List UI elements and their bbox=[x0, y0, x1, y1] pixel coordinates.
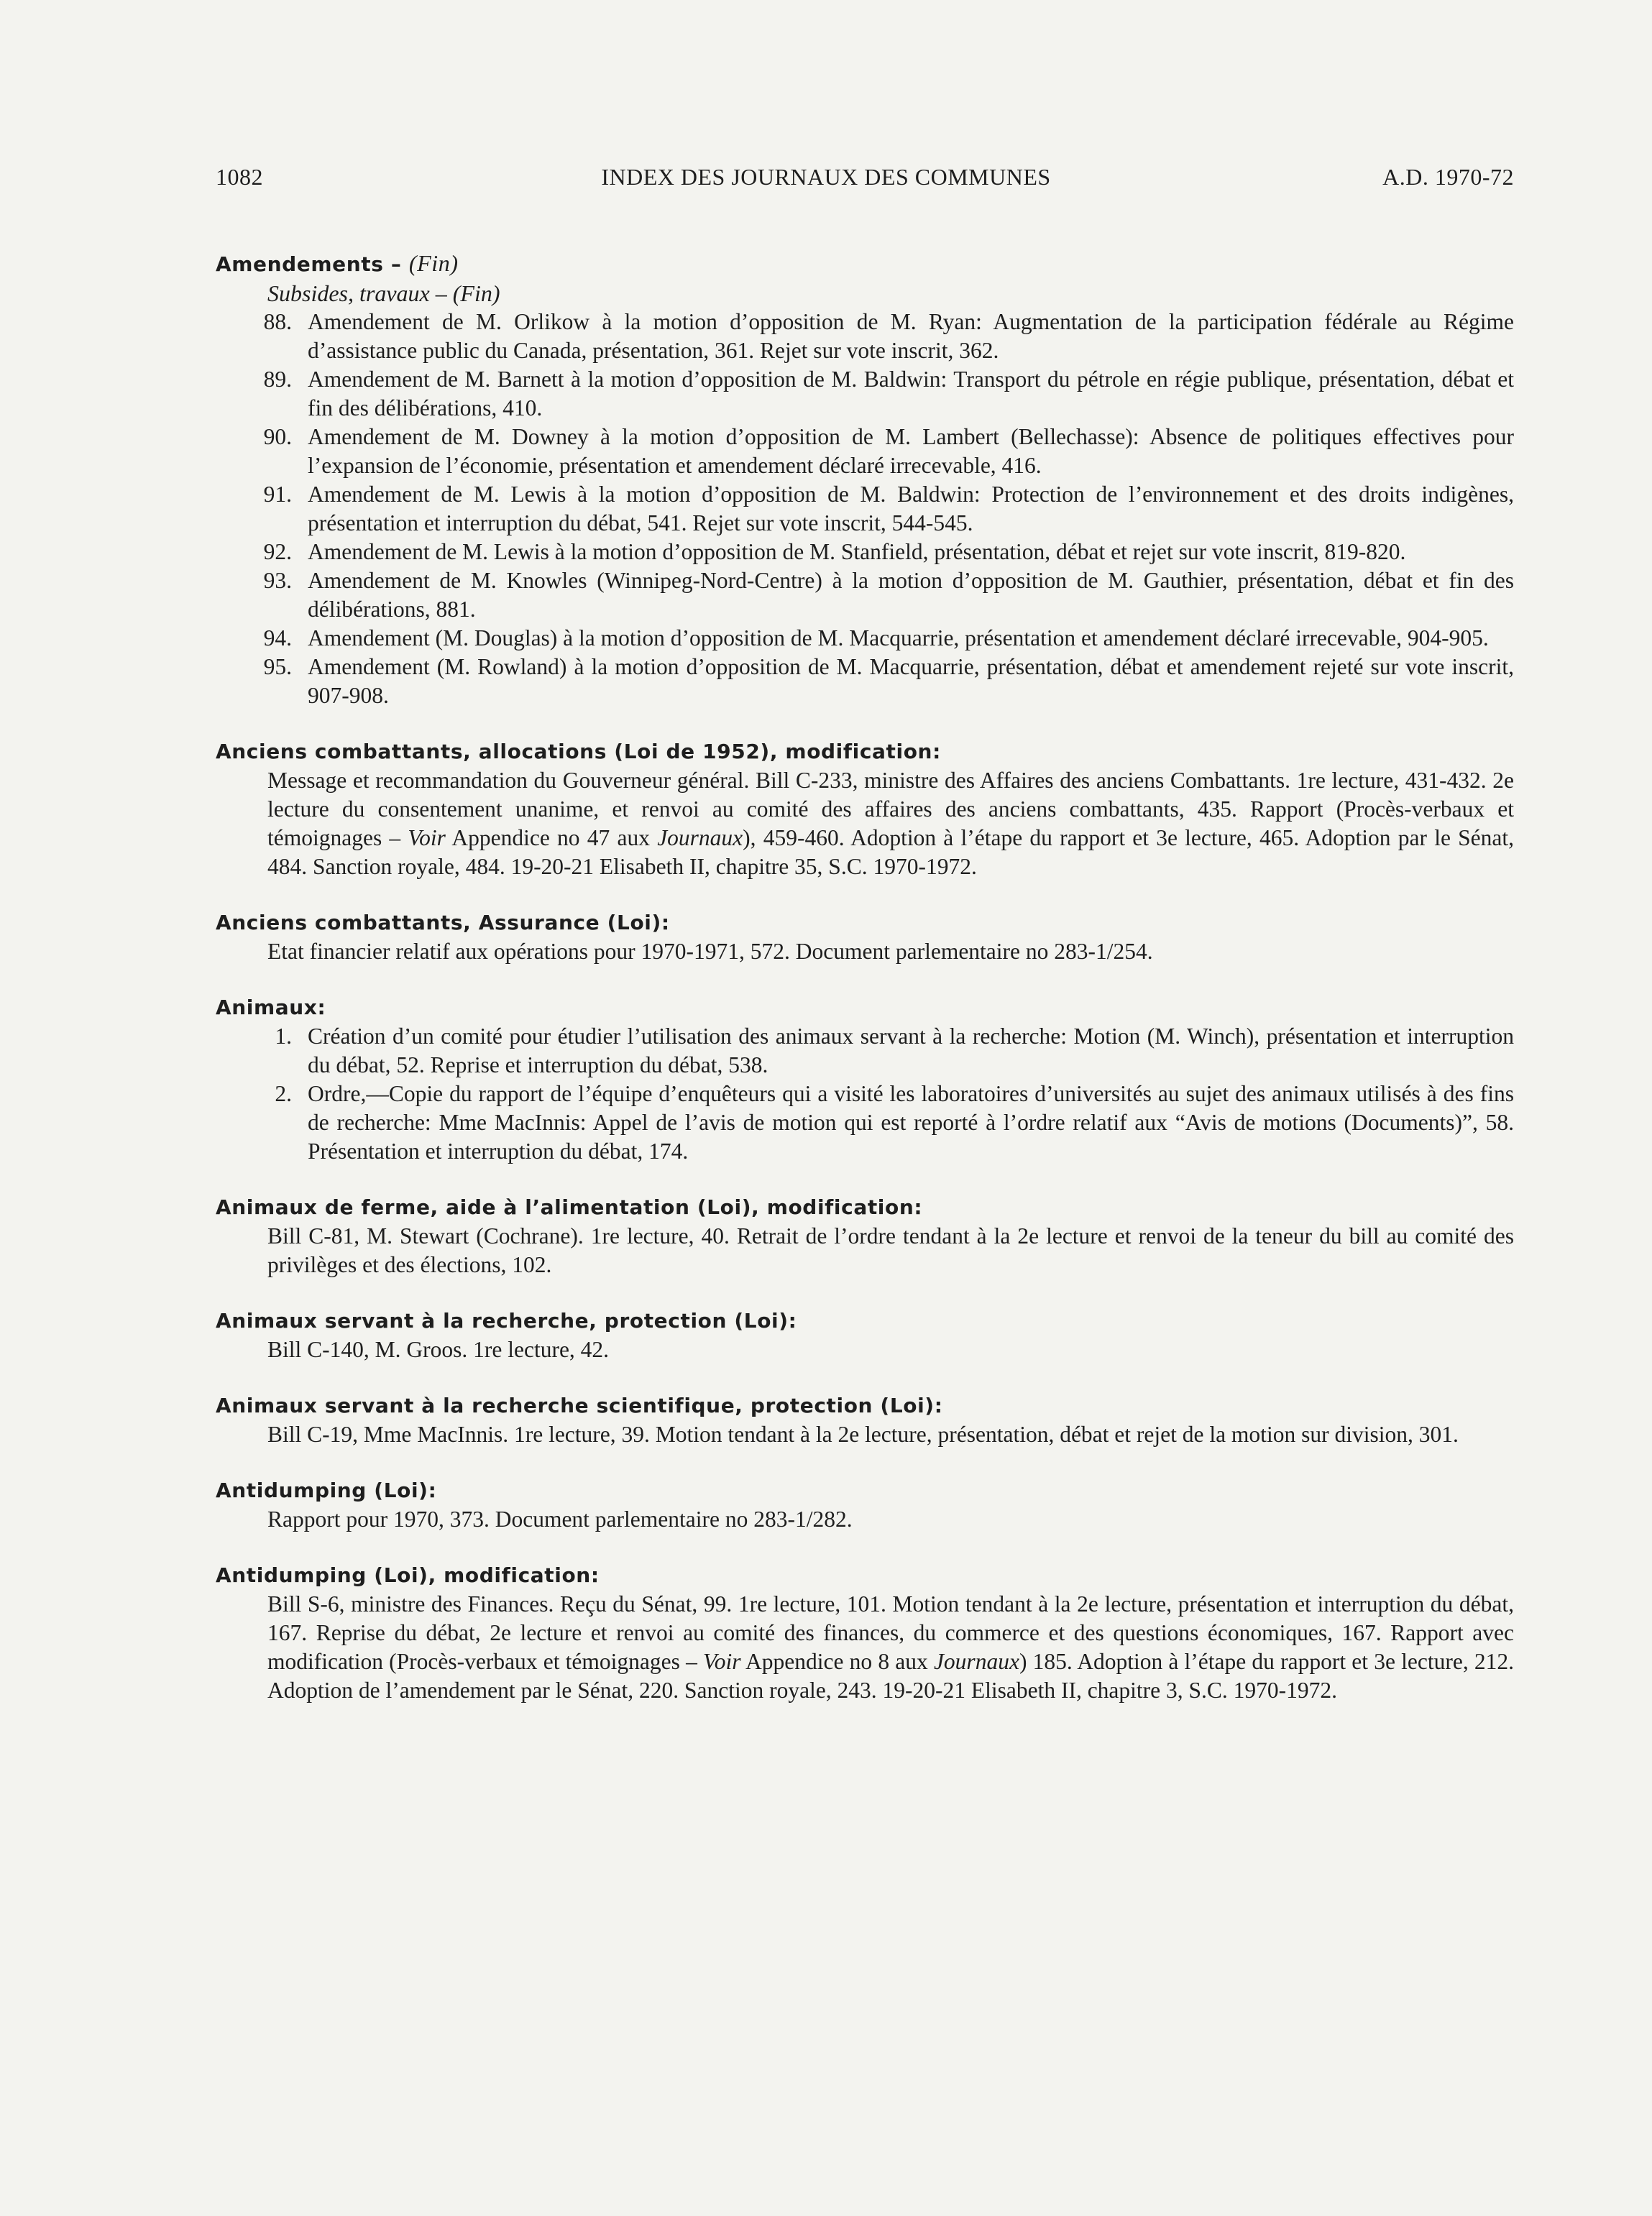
index-content bbox=[216, 249, 1514, 1732]
entry-heading: Antidumping (Loi): bbox=[216, 1479, 437, 1502]
item-text: Amendement de M. Knowles (Winnipeg-Nord-Centre) à la motion d’opposition de M. Gauthier, présentation, débat et fin des délibérations, 881. bbox=[308, 568, 1514, 622]
item-text: Amendement (M. Douglas) à la motion d’opposition de M. Macquarrie, présentation et amendement déclaré irrecevable, 904-905. bbox=[308, 625, 1489, 650]
item-number: 1. bbox=[275, 1024, 292, 1049]
list-item bbox=[216, 308, 1514, 365]
list-item bbox=[216, 423, 1514, 480]
list-item bbox=[216, 538, 1514, 566]
entry-text: Bill C-140, M. Groos. 1re lecture, 42. bbox=[267, 1337, 610, 1362]
item-text: Amendement (M. Rowland) à la motion d’opposition de M. Macquarrie, présentation, débat et amendement rejeté sur vote inscrit, 907-908. bbox=[308, 654, 1514, 708]
list-item bbox=[216, 1022, 1514, 1080]
entry-heading: Anciens combattants, allocations (Loi de 1952), modification: bbox=[216, 740, 941, 763]
item-number: 91. bbox=[263, 482, 292, 507]
entry-animaux-recherche bbox=[216, 1307, 1514, 1364]
item-number: 95. bbox=[263, 654, 292, 679]
entry-heading: Anciens combattants, Assurance (Loi): bbox=[216, 911, 670, 934]
item-number: 93. bbox=[263, 568, 292, 593]
entry-anciens-combattants-assurance bbox=[216, 909, 1514, 966]
period-label: A.D. 1970-72 bbox=[1382, 164, 1514, 190]
entry-animaux-recherche-scientifique bbox=[216, 1392, 1514, 1449]
item-number: 92. bbox=[263, 539, 292, 564]
entry-heading: Amendements – bbox=[216, 252, 402, 276]
continued-label: (Fin) bbox=[408, 250, 459, 276]
page-number: 1082 bbox=[216, 164, 263, 190]
item-number: 94. bbox=[263, 625, 292, 650]
entry-heading: Animaux: bbox=[216, 996, 326, 1019]
sub-heading: Subsides, travaux – (Fin) bbox=[267, 280, 500, 306]
entry-text: Rapport pour 1970, 373. Document parlementaire no 283-1/282. bbox=[267, 1507, 853, 1532]
item-text: Amendement de M. Orlikow à la motion d’opposition de M. Ryan: Augmentation de la participation fédérale au Régime d’assistance public du Canada, présentation, 361. Rejet sur vote inscrit, 362. bbox=[308, 309, 1514, 363]
list-item bbox=[216, 653, 1514, 710]
entry-heading: Animaux servant à la recherche, protection (Loi): bbox=[216, 1309, 797, 1333]
entry-antidumping bbox=[216, 1476, 1514, 1534]
entry-text: Bill S-6, ministre des Finances. Reçu du Sénat, 99. 1re lecture, 101. Motion tendant à la 2e lecture, présentation et interruption du débat, 167. Reprise du débat, 2e lecture et renvoi au comité des finances, du commerce et des questions économiques, 167. Rapport avec modification (Procès-verbaux et témoignages – Voir Appendice no 8 aux Journaux) 185. Adoption à l’étape du rapport et 3e lecture, 212. Adoption de l’amendement par le Sénat, 220. Sanction royale, 243. 19-20-21 Elisabeth II, chapitre 3, S.C. 1970-1972. bbox=[267, 1591, 1515, 1703]
entry-text: Etat financier relatif aux opérations pour 1970-1971, 572. Document parlementaire no 283-1/254. bbox=[267, 939, 1153, 964]
entry-animaux-de-ferme bbox=[216, 1193, 1514, 1279]
item-text: Ordre,—Copie du rapport de l’équipe d’enquêteurs qui a visité les laboratoires d’universités au sujet des animaux utilisés à des fins de recherche: Mme MacInnis: Appel de l’avis de motion qui est reporté à l’ordre relatif aux “Avis de motions (Documents)”, 58. Présentation et interruption du débat, 174. bbox=[308, 1081, 1514, 1164]
entry-text: Message et recommandation du Gouverneur général. Bill C-233, ministre des Affaires des anciens Combattants. 1re lecture, 431-432. 2e lecture du consentement unanime, et renvoi au comité des affaires des anciens combattants, 435. Rapport (Procès-verbaux et témoignages – Voir Appendice no 47 aux Journaux), 459-460. Adoption à l’étape du rapport et 3e lecture, 465. Adoption par le Sénat, 484. Sanction royale, 484. 19-20-21 Elisabeth II, chapitre 35, S.C. 1970-1972. bbox=[267, 768, 1515, 879]
list-item bbox=[216, 365, 1514, 423]
entry-heading: Animaux servant à la recherche scientifique, protection (Loi): bbox=[216, 1394, 943, 1417]
entry-text: Bill C-81, M. Stewart (Cochrane). 1re lecture, 40. Retrait de l’ordre tendant à la 2e lecture et renvoi de la teneur du bill au comité des privilèges et des élections, 102. bbox=[267, 1223, 1514, 1277]
list-item bbox=[216, 624, 1514, 653]
item-text: Amendement de M. Barnett à la motion d’opposition de M. Baldwin: Transport du pétrole en régie publique, présentation, débat et fin des délibérations, 410. bbox=[308, 367, 1514, 420]
entry-heading: Antidumping (Loi), modification: bbox=[216, 1563, 600, 1587]
item-text: Création d’un comité pour étudier l’utilisation des animaux servant à la recherche: Motion (M. Winch), présentation et interruption du débat, 52. Reprise et interruption du débat, 538. bbox=[308, 1024, 1514, 1077]
item-number: 90. bbox=[263, 424, 292, 449]
entry-anciens-combattants-allocations bbox=[216, 737, 1514, 881]
running-title: INDEX DES JOURNAUX DES COMMUNES bbox=[601, 164, 1051, 190]
entry-amendements bbox=[216, 249, 1514, 710]
entry-text: Bill C-19, Mme MacInnis. 1re lecture, 39. Motion tendant à la 2e lecture, présentation, débat et rejet de la motion sur division, 301. bbox=[267, 1422, 1459, 1447]
item-number: 89. bbox=[263, 367, 292, 392]
item-number: 2. bbox=[275, 1081, 292, 1106]
item-text: Amendement de M. Downey à la motion d’opposition de M. Lambert (Bellechasse): Absence de politiques effectives pour l’expansion de l’économie, présentation et amendement déclaré irrecevable, 416. bbox=[308, 424, 1514, 478]
entry-animaux bbox=[216, 993, 1514, 1166]
item-text: Amendement de M. Lewis à la motion d’opposition de M. Stanfield, présentation, débat et rejet sur vote inscrit, 819-820. bbox=[308, 539, 1406, 564]
item-number: 88. bbox=[263, 309, 292, 334]
item-text: Amendement de M. Lewis à la motion d’opposition de M. Baldwin: Protection de l’environnement et des droits indigènes, présentation et interruption du débat, 541. Rejet sur vote inscrit, 544-545. bbox=[308, 482, 1514, 535]
entry-antidumping-modification bbox=[216, 1561, 1514, 1705]
list-item bbox=[216, 1080, 1514, 1166]
entry-heading: Animaux de ferme, aide à l’alimentation (Loi), modification: bbox=[216, 1195, 923, 1219]
list-item bbox=[216, 566, 1514, 624]
list-item bbox=[216, 480, 1514, 538]
